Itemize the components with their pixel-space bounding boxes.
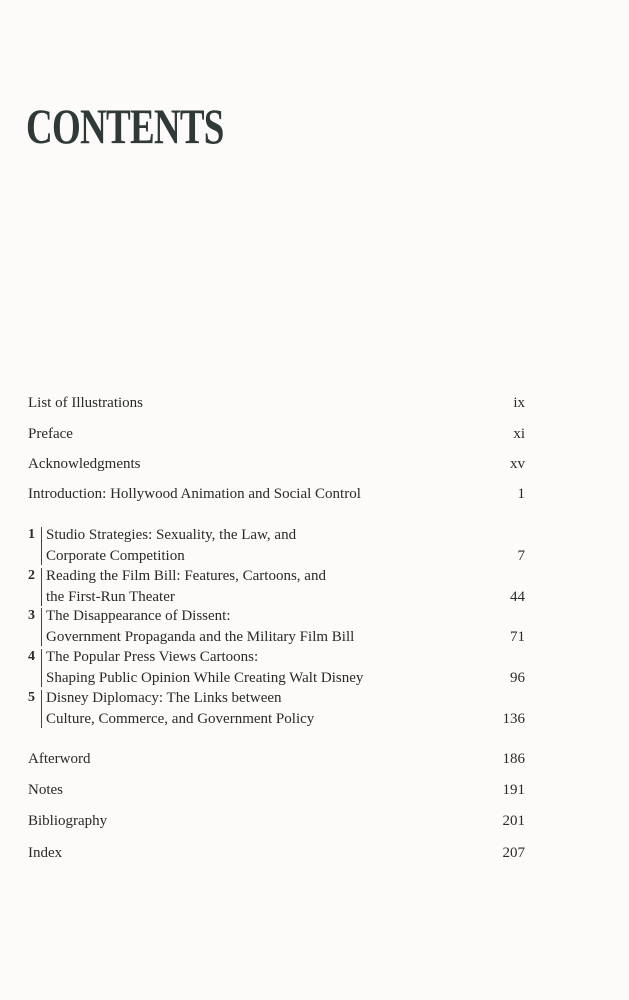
chapter-number: 1: [28, 527, 35, 542]
toc-entry-label: Preface: [28, 426, 73, 442]
chapter-divider: [41, 690, 42, 728]
toc-entry-bibliography[interactable]: [28, 810, 525, 832]
toc-entry-page: 44: [510, 589, 525, 605]
toc-entry-label: Acknowledgments: [28, 456, 141, 472]
toc-entry-page: xi: [513, 426, 525, 442]
toc-entry-index[interactable]: [28, 842, 525, 864]
toc-entry-page: 136: [502, 711, 525, 727]
toc-entry-page: 207: [502, 845, 525, 861]
chapter-divider: [41, 608, 42, 646]
toc-entry-page: 96: [510, 670, 525, 686]
chapter-title-line1: Disney Diplomacy: The Links between: [46, 690, 282, 706]
toc-entry-page: 201: [502, 813, 525, 829]
toc-entry-label: Afterword: [28, 751, 91, 767]
toc-chapter-2[interactable]: [28, 566, 525, 608]
toc-entry-page: 191: [502, 782, 525, 798]
chapter-title-line2: Government Propaganda and the Military Film Bill: [46, 629, 355, 645]
toc-entry-page: 186: [502, 751, 525, 767]
chapter-title-line1: Studio Strategies: Sexuality, the Law, and: [46, 527, 297, 543]
toc-entry-page: ix: [513, 395, 525, 411]
chapter-number: 2: [28, 568, 35, 583]
toc-entry-label: Notes: [28, 782, 63, 798]
chapter-title-line2: Corporate Competition: [46, 548, 185, 564]
toc-chapter-5[interactable]: [28, 688, 525, 730]
toc-entry-page: 7: [517, 548, 525, 564]
toc-chapter-3[interactable]: [28, 606, 525, 648]
chapter-title-line2: Culture, Commerce, and Government Policy: [46, 711, 315, 727]
toc-entry-label: Index: [28, 845, 63, 861]
chapter-divider: [41, 527, 42, 565]
toc-entry-label: Introduction: Hollywood Animation and Social Control: [28, 486, 361, 502]
toc-entry-label: Bibliography: [28, 813, 108, 829]
chapter-title-line1: The Popular Press Views Cartoons:: [46, 649, 259, 665]
toc-entry-notes[interactable]: [28, 779, 525, 801]
toc-entry-acknowledgments[interactable]: [28, 453, 525, 475]
toc-entry-label: List of Illustrations: [28, 395, 143, 411]
chapter-number: 3: [28, 608, 35, 623]
toc-entry-afterword[interactable]: [28, 748, 525, 770]
toc-entry-introduction[interactable]: [28, 483, 525, 505]
chapter-number: 4: [28, 649, 35, 664]
toc-entry-page: 71: [510, 629, 525, 645]
toc-entry-preface[interactable]: [28, 423, 525, 445]
chapter-number: 5: [28, 690, 35, 705]
page-title: CONTENTS: [26, 98, 224, 154]
toc-entry-page: xv: [510, 456, 525, 472]
chapter-title-line2: Shaping Public Opinion While Creating Walt Disney: [46, 670, 364, 686]
chapter-divider: [41, 649, 42, 687]
chapter-divider: [41, 568, 42, 606]
chapter-title-line1: The Disappearance of Dissent:: [46, 608, 231, 624]
chapter-title-line2: the First-Run Theater: [46, 589, 175, 605]
toc-chapter-1[interactable]: [28, 525, 525, 567]
chapter-title-line1: Reading the Film Bill: Features, Cartoons, and: [46, 568, 326, 584]
toc-chapter-4[interactable]: [28, 647, 525, 689]
toc-entry-page: 1: [517, 486, 525, 502]
toc-entry-list-of-illustrations[interactable]: [28, 392, 525, 414]
